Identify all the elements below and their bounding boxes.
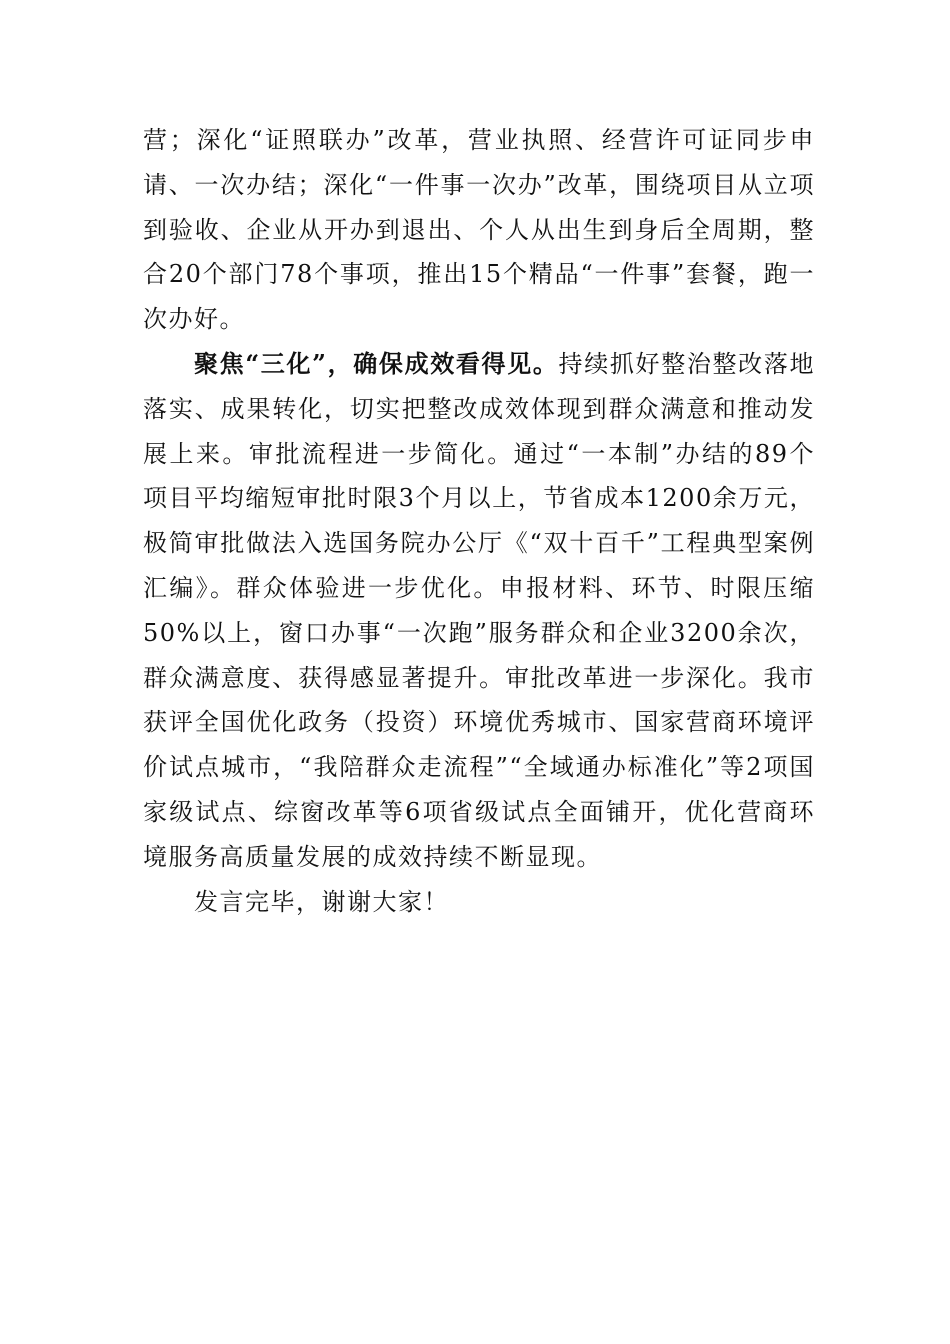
paragraph-closing: 发言完毕，谢谢大家！: [194, 887, 449, 916]
paragraph-continuation: 营；深化“证照联办”改革，营业执照、经营许可证同步申请、一次办结；深化“一件事一次办”改革，围绕项目从立项到验收、企业从开办到退出、个人从出生到身后全周期，整合20个部门78个事项，推出15个精品“一件事”套餐，跑一次办好。: [143, 126, 815, 334]
paragraph-lead-heading: 聚焦“三化”，确保成效看得见。: [194, 348, 559, 378]
paragraph-body: 持续抓好整治整改落地落实、成果转化，切实把整改成效体现到群众满意和推动发展上来。审批流程进一步简化。通过“一本制”办结的89个项目平均缩短审批时限3个月以上，节省成本1200余万元，极简审批做法入选国务院办公厅《“双十百千”工程典型案例汇编》。群众体验进一步优化。申报材料、环节、时限压缩50%以上，窗口办事“一次跑”服务群众和企业3200余次，群众满意度、获得感显著提升。审批改革进一步深化。我市获评全国优化政务（投资）环境优秀城市、国家营商环境评价试点城市，“我陪群众走流程”“全域通办标准化”等2项国家级试点、综窗改革等6项省级试点全面铺开，优化营商环境服务高质量发展的成效持续不断显现。: [143, 349, 816, 871]
paragraph-three-transformations: [143, 342, 815, 880]
document-body: [143, 118, 815, 924]
